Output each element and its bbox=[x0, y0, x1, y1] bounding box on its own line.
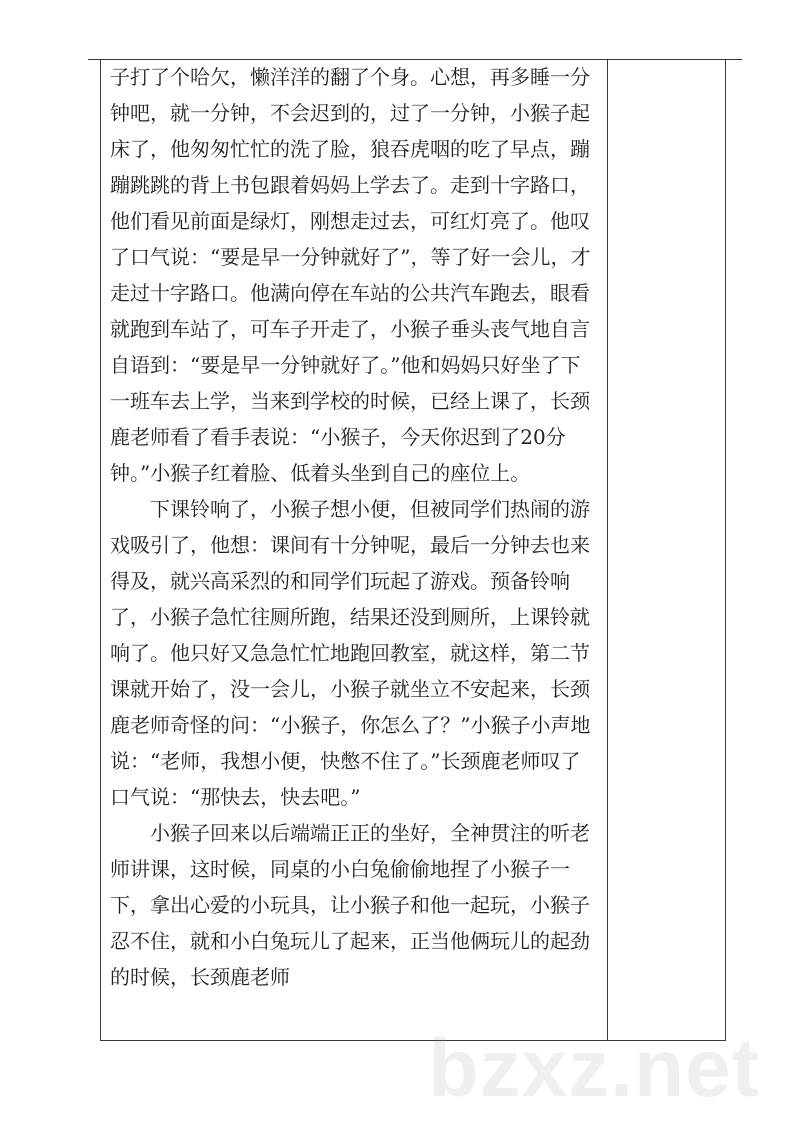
table-left-border bbox=[100, 59, 101, 1041]
table-right-border bbox=[725, 59, 726, 1041]
story-content bbox=[110, 59, 600, 995]
story-paragraph-1: 子打了个哈欠，懒洋洋的翻了个身。心想，再多睡一分钟吧，就一分钟，不会迟到的，过了一分钟，小猴子起床了，他匆匆忙忙的洗了脸，狼吞虎咽的吃了早点，蹦蹦跳跳的背上书包跟着妈妈上学去了。走到十字路口，他们看见前面是绿灯，刚想走过去，可红灯亮了。他叹了口气说：“要是早一分钟就好了”，等了好一会儿，才走过十字路口。他满向停在车站的公共汽车跑去，眼看就跑到车站了，可车子开走了，小猴子垂头丧气地自言自语到：“要是早一分钟就好了。”他和妈妈只好坐了下一班车去上学，当来到学校的时候，已经上课了，长颈鹿老师看了看手表说：“小猴子，今天你迟到了20分钟。”小猴子红着脸、低着头坐到自己的座位上。 bbox=[110, 65, 591, 485]
table-column-divider bbox=[607, 59, 608, 1041]
story-paragraph-3: 小猴子回来以后端端正正的坐好，全神贯注的听老师讲课，这时候，同桌的小白兔偷偷地捏了小猴子一下，拿出心爱的小玩具，让小猴子和他一起玩，小猴子忍不住，就和小白兔玩儿了起来，正当他俩玩儿的起劲的时候，长颈鹿老师 bbox=[110, 821, 590, 989]
site-watermark: bzxz.net bbox=[428, 1023, 760, 1114]
story-paragraph-2: 下课铃响了，小猴子想小便，但被同学们热闹的游戏吸引了，他想：课间有十分钟呢，最后一分钟去也来得及，就兴高采烈的和同学们玩起了游戏。预备铃响了，小猴子急忙往厕所跑，结果还没到厕所，上课铃就响了。他只好又急急忙忙地跑回教室，就这样，第二节课就开始了，没一会儿，小猴子就坐立不安起来，长颈鹿老师奇怪的问：“小猴子，你怎么了？”小猴子小声地说：“老师，我想小便，快憋不住了。”长颈鹿老师叹了口气说：“那快去，快去吧。” bbox=[110, 497, 591, 809]
